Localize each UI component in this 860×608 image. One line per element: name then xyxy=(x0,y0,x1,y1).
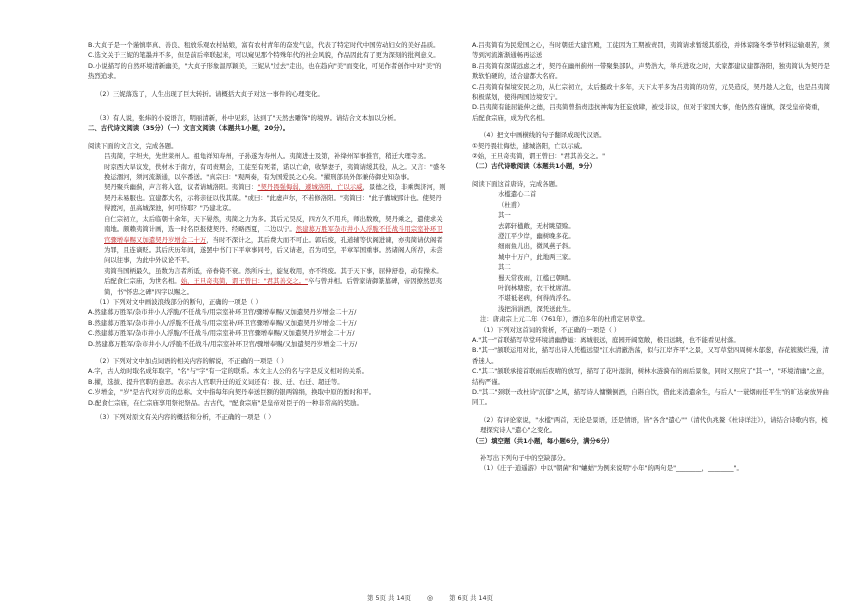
passage-p5 xyxy=(88,266,446,297)
passage-p4 xyxy=(88,214,446,266)
passage-p1: 吕夷简，字坦夫，先世莱州人。祖龟祥知寿州，子孙遂为寿州人。夷简进士及第，补绛州军事推官，稍迁大理寺丞。 xyxy=(104,152,430,161)
page-footer xyxy=(0,593,860,602)
binding-mark-icon: ◎ xyxy=(426,594,434,602)
question-4: （4）把文中画横线的句子翻译成现代汉语。 xyxy=(480,131,606,140)
q1-option-a: A.然建募万胜军/杂市井小人浮脆/不任战斗/用宗室补环卫官/骤增奉赐/又加遣契丹岁增金二十万/ xyxy=(88,308,357,317)
question-4-item-1: ①契丹畏壮侮怯，遽城洛阳，亡以示威。 xyxy=(472,141,587,150)
q2-option-c: C.岁增金，"岁"是古代对岁贡的总称。文中指每年向契丹奉送巨额的银两锦绢，换取中原的暂时和平。 xyxy=(88,388,376,397)
page-number-left: 第 5页 共 14页 xyxy=(367,594,411,602)
passage-p2: 时京西大旱议发，佚材木于南方，有司责期会，工徒至有死者，诺以亡命，收孥妻子，夷简请缓其役，从之。又言："盛冬挽运涸河，须河流渐通，以卒番送。"真宗曰："观两奏，有为国爱民之心矣。"擢刑部员外郎兼侍御史知杂事。 xyxy=(104,162,446,182)
poem-part-one: 其一 xyxy=(498,211,511,220)
poetry-question-1: （1）下列对这首词的赏析，不正确的一项是（ ） xyxy=(480,325,621,334)
fill-section-title: （三）填空题（共1小题，每小题6分，满分6分） xyxy=(472,436,614,445)
q1-option-d: D.然建募万胜军/杂市井小人/浮脆不任战斗/用宗室补环卫官/骤增奉赐/又加遣契丹岁增金二十万/ xyxy=(88,339,358,348)
poem-line: 浅把涓涓酒，深凭送此生。 xyxy=(498,304,575,313)
poem-line: 去郭轩楹敞，无村眺望赊。 xyxy=(498,221,575,230)
poem-note: 注：唐肃宗上元二年（761年），漂泊多年的杜甫定居草堂。 xyxy=(480,315,649,324)
passage-p5-underline: 始，王旦奇夷简，谓王曾曰："君其善交之。" xyxy=(180,277,308,286)
q3-option-d: D.吕夷简有能屈能伸之德，吕夷简曾指责违抗神海为狂妄放肆，被受非议，但对于家国大事，他仍然有谨慎，深受皇帝倚重，后配食宗庙，成为代名相。 xyxy=(472,103,825,122)
page-number-right: 第 6页 共 14页 xyxy=(449,594,493,602)
passage-p3-text-b: ，景德之役，非乘舆济河，则契丹未易服也。宜建都大名，示将亲征以伐其谋。"或曰："此虚声尔，不若修洛阳。"夷简曰："此子囊城郢计也。使契丹得渡河，虽高城深池，何可恃耶？"乃建北京。 xyxy=(104,183,446,213)
question-4-item-2: ②始，王旦奇夷简，谓王曾曰："君其善交之。" xyxy=(472,152,606,161)
fill-intro: 补写出下列句子中的空缺部分。 xyxy=(480,454,570,463)
q2-option-d: D.配食仁宗庙，在仁宗庙享用祭祀祭品。古古代，"配食宗庙"是皇帝对臣子的一种非常高的奖励。 xyxy=(88,398,363,407)
passage-p5-text-b: 卒与曾并相。后曾家请御篆墓碑，帝因撩然思夷简，书"怀忠之碑"四字以赐之。 xyxy=(104,277,443,296)
poem-author: （杜甫） xyxy=(498,200,524,209)
passage-p4-text-a: 自仁宗初立，太后临朝十余年，天下晏然，夷简之力为多。其后元昊反，四方久不用兵，师出数败，契丹乘之，遣使求关南地。颇赖夷简计画，选一时名臣报使契丹、经略西夏，二边以宁。 xyxy=(104,214,443,234)
option-d: D.小说描写的自然环境清新幽美，"大贞子形象温厚颖美，三妮从"过去"走出，也在趋向"美"而变化，可见作者创作中对"美"的热烈追求。 xyxy=(88,61,442,81)
q1-option-b: B.然建募万胜军/杂市井小人/浮脆不任战斗/用宗室补/环卫官骤增奉赐/又加遣契丹岁增金二十万/ xyxy=(88,318,357,327)
poem-line: 澄江平少岸，幽树晚多花。 xyxy=(498,231,575,240)
pq1-option-c: C."其二"颔联承接首联雨后夜晴的放写，描写了花叶湿润，树林水涟漪布的雨后景象，同时又照应了"其一"，"环境清幽"之意，结构严谨。 xyxy=(472,367,829,386)
pq1-option-a: A."其一"首联描写草堂环境清幽静谧：离城很远，庭园开阔宽敞，极目远眺，也不能看见村落。 xyxy=(472,335,740,344)
poem-title: 水槛遣心二首 xyxy=(498,190,537,199)
passage-p4-underline: 然建募万胜军杂市井小人浮脆不任战斗用宗室补环卫官骤增奉赐又加遣契丹岁增金二十万 xyxy=(104,225,443,244)
passage-p5-text-a: 夷简当国柄最久，虽数为言者所诋，帝眷倚不衰。然所斥士，旋复收用，亦不终废。其于天下事，屈伸舒卷，动有操术。后配食仁宗庙，为世名相。 xyxy=(104,266,443,286)
q2-option-a: A.字，古人幼时取名成年取字，"名"与"字"有一定的联系。本文主人公的名与字是反义相对的关系。 xyxy=(88,367,369,376)
pq1-option-b: B."其一"颔联运用对比，描写出诗人凭槛远望"江水清澈浩荡，似与江岸齐平"之景，又写草堂四周树木郁葱，春花簇簇烂漫，清香迷人。 xyxy=(472,346,829,365)
question-3: （3）有人说，张炜的小说语言，明丽清新，朴中见彩，达到了"天然去雕饰"的境界。请结合文本加以分析。 xyxy=(96,114,400,123)
poem-line: 细雨鱼儿出，微风燕子斜。 xyxy=(498,242,575,251)
q3-option-c: C.吕夷简有保境安民之功，从仁宗初立，太后摄政十多年，天下太平多为吕夷简的功劳，元昊造反，契丹趁人之危，也是吕夷简积极谋划，使得两国边境安宁。 xyxy=(472,82,830,102)
passage-p3-underline: "契丹畏强侮弱，遽城洛阳，亡以示威 xyxy=(257,183,363,192)
q2-option-b: B.擢，选拔、提升官职的意思。表示古人官职升迁的近义词还有：拔、迁、右迁、超迁等。 xyxy=(88,377,344,386)
section-title: 二、古代诗文阅读（35分）（一）文言文阅读（本题共1小题，20分）。 xyxy=(88,124,290,133)
poem-line: 城中十万户，此地两三家。 xyxy=(498,252,575,261)
left-column xyxy=(88,40,446,586)
option-b: B.大贞子是一个谨慎率真、善良、租放乐观农村姑娘，富有农村青年的奋发气息，代表了特定时代中国劳动妇女的美好品质。 xyxy=(88,41,440,49)
poetry-section-title: （二）古代诗歌阅读（本题共1小题，9分） xyxy=(472,162,596,171)
reading-intro: 阅读下面的文言文，完成各题。 xyxy=(88,141,178,150)
poem-line: 叶润林塘密，衣干枕席清。 xyxy=(498,283,575,292)
poem-line: 不堪祗老病，何得尚浮名。 xyxy=(498,294,575,303)
pq1-option-d: D."其二"颈联一改杜诗"沉郁"之风，描写诗人慵懒倒酒，自斟自饮，借此来消遣余生，与后人"一蓑烟雨任平生"的旷达豪放异曲同工。 xyxy=(472,388,829,407)
question-2b: （2）下列对文中加点词语的相关内容的解说，不正确的一项是（ ） xyxy=(96,356,288,365)
poetry-question-2: （2）有评论家说，"水槛"两首，无论是景语，还是情语，皆"各含"遣心""（清代仇兆鳌《杜诗详注》），请结合诗歌内容，梳理探究诗人"遣心"之变化。 xyxy=(480,415,828,435)
right-column xyxy=(472,40,830,586)
question-2: （2）三妮落选了，人生出现了巨大转折。请概括大贞子对这一事件的心理变化。 xyxy=(96,89,324,98)
passage-p4-text-b: ，当时不深计之，其后费大而不可止。郭后废，孔道辅等伏阁进谏，亦夷简请伏阁者为罪，且连谪贬。其后庆历年间，遂罢中书门下平章事同号，后又请老，召为司空，平章军国重事。然诸阁人所荐，未尝问以往事，为此中外议论不平。 xyxy=(104,235,443,265)
poem-part-two: 其二 xyxy=(498,263,511,272)
poem-line: 蜀天常夜雨，江槛已朝晴。 xyxy=(498,273,575,282)
q3-option-a: A.吕夷简有为民爱国之心，当时朝廷大建宫殿，工徒因为工期被责罚，夷简请求暂缓其徭役，并体谅隆冬季节材料运输艰苦，须等到河流渐渐通畅再运送 xyxy=(472,41,830,60)
q1-option-c: C.然建募万胜军/杂市井小人浮脆/不任战斗/用宗室补环卫官骤增奉赐/又加遣契丹岁增金二十万/ xyxy=(88,329,355,338)
question-3b: （3）下列对原文有关内容的概括和分析，不正确的一项是（ ） xyxy=(96,413,275,421)
q3-option-b: B.吕夷简有深谋远虑之才，契丹在幽州蓟州一带聚集部队，声势浩大，举兵进攻之时，大家都建议建都洛阳，独夷简认为契丹是欺软怕硬的，适合建都大名府。 xyxy=(472,61,830,81)
passage-p3 xyxy=(88,182,446,213)
poetry-intro: 阅读下面这首唐诗，完成各题。 xyxy=(472,179,562,188)
option-c: C.选文关于三妮的笔墨并不多，但是前后牵联起来，可以窥见那个特殊年代的社会风貌，作品因此有了更为深刻的批判意义。 xyxy=(88,51,440,60)
question-1: （1）下列对文中画波浪线部分的断句，正确的一项是（ ） xyxy=(96,297,262,306)
passage-p3-text-a: 契丹聚兵幽蓟，声言将入寇，议者请城洛阳。夷简曰： xyxy=(104,183,258,192)
fill-question-1: （1）《庄子·逍遥游》中以"朝菌"和"蟪蛄"为例来说明"小年"的两句是"________，________"。 xyxy=(480,464,743,473)
